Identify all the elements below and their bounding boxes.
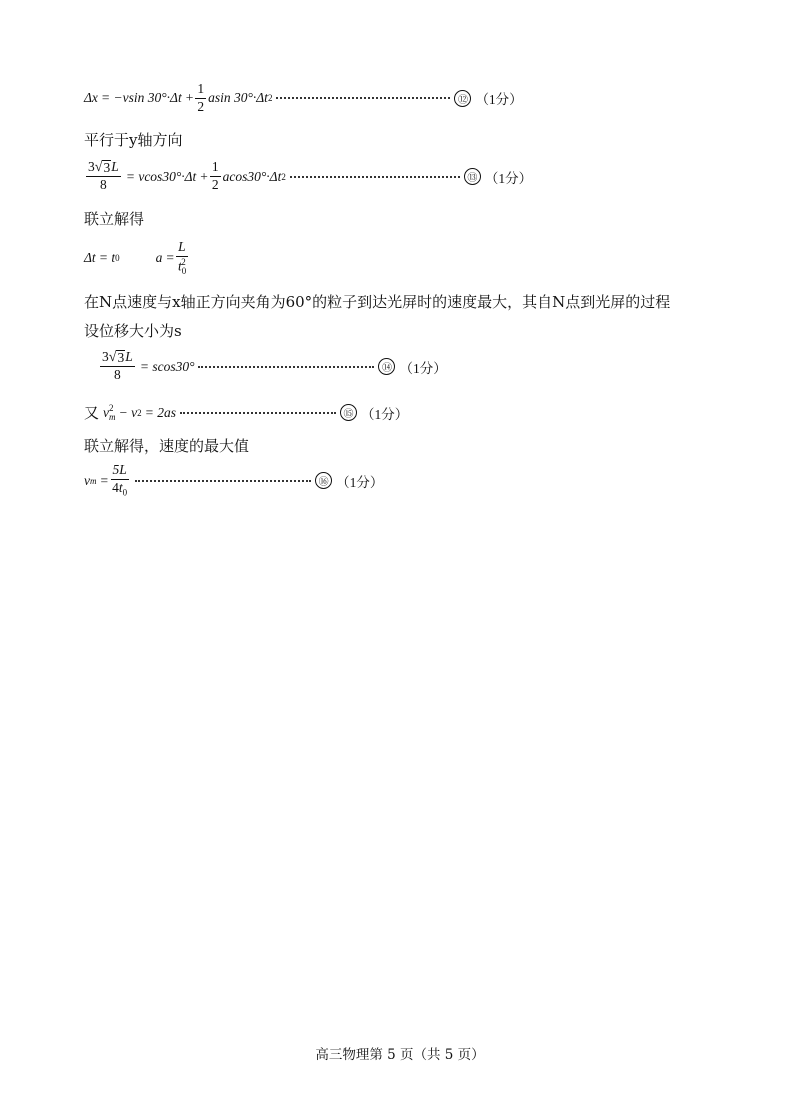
equation-12: Δx = −vsin 30°·Δt + $\frac{1}{2}$ asin 30°·Δt 2 ⑫ （1分） [84,81,523,114]
leader-dots [198,366,374,368]
eq14-score: （1分） [399,360,447,376]
result-1-fraction: $\frac{L}{t_0^2}$ [177,239,187,277]
eq15-marker: ⑮ [340,404,357,421]
equation-14: 3 √ 3 L 8 = scos30° ⑭ （1分） [102,349,447,383]
leader-dots [290,176,460,178]
label-parallel-y: 平行于y轴方向 [84,131,183,149]
eq14-rhs: scos30° [152,358,195,374]
eq12-term-b: asin 30°·Δt [208,90,268,106]
eq12-lhs: Δx [84,90,98,106]
eq13-term-a: vcos30°·Δt [138,168,197,184]
label-solve-1: 联立解得 [84,210,145,228]
eq13-lhs-fraction: 3 √ 3 L 8 [88,159,119,193]
eq16-fraction: $\frac{5L}{4t_0}$ [112,462,128,498]
result-1: Δt = t 0 a = $\frac{L}{t_0^2}$ [84,239,187,277]
eq13-score: （1分） [484,170,533,186]
equation-16: v m = $\frac{5L}{4t_0}$ ⑯ （1分） [84,462,384,498]
eq12-score: （1分） [475,92,523,108]
eq14-marker: ⑭ [378,358,395,375]
eq13-marker: ⑬ [464,168,481,185]
leader-dots [135,480,311,482]
eq13-term-b: acos30°·Δt [222,168,282,184]
equation-13: 3 √ 3 L 8 = vcos30°·Δt + $\frac{1}{2}$ acos30°·Δt 2 ⑬ （1分） [88,159,533,193]
eq13-fraction: $\frac{1}{2}$ [211,159,219,192]
eq12-marker: ⑫ [454,90,471,107]
eq16-marker: ⑯ [315,472,332,489]
paragraph-line-2: 设位移大小为s [84,322,182,340]
eq15-score: （1分） [361,406,409,422]
eq16-score: （1分） [336,474,384,490]
leader-dots [276,97,450,99]
paragraph-line-1: 在N点速度与x轴正方向夹角为60°的粒子到达光屏时的速度最大，其自N点到光屏的过程 [84,293,671,311]
label-solve-2: 联立解得，速度的最大值 [84,437,250,455]
eq14-lhs-fraction: 3 √ 3 L 8 [102,349,133,383]
leader-dots [180,412,336,414]
eq12-fraction: $\frac{1}{2}$ [197,81,205,114]
equation-15: 又 v 2 m − v 2 = 2as ⑮ （1分） [84,402,409,422]
page-footer: 高三物理第 5 页（共 5 页） [315,1047,485,1063]
eq12-term-a: −vsin 30°·Δt [113,90,182,106]
